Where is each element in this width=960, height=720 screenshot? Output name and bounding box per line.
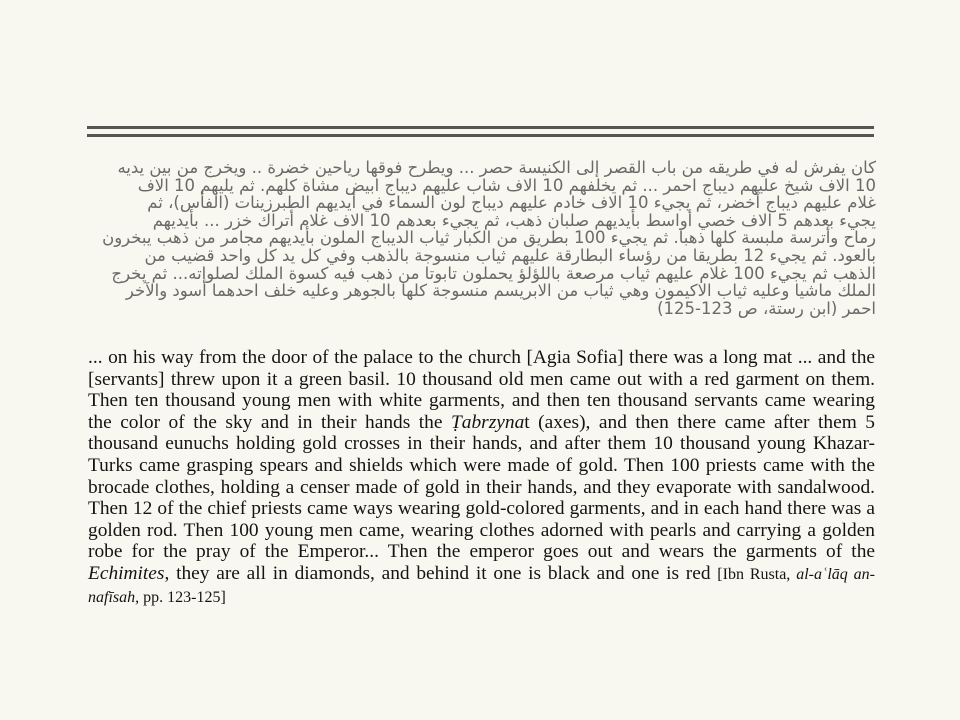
double-rule-top xyxy=(87,126,874,129)
arabic-line: كان يفرش له في طريقه من باب القصر إلى الكنيسة حصر ... ويطرح فوقها رياحين خضرة .. ويخرج من بين يديه xyxy=(117,158,876,177)
tabrzynat-term: Ṭabrzyna xyxy=(451,411,525,433)
arabic-line: يجيء بعدهم 5 الاف خصي أواسط بأيديهم صلبان ذهب، ثم يجيء بعدهم 10 الاف غلام أتراك خزر ... بأيديهم xyxy=(152,210,876,230)
arabic-line: رماح وأترسة ملبسة كلها ذهبا. ثم يجيء 100 بطريق من الكبار ثياب الديباج الملون بأيديهم مجامر من ذهب يبخرون xyxy=(102,228,876,248)
arabic-passage xyxy=(86,159,876,317)
english-translation xyxy=(88,347,875,608)
arabic-line: الذهب ثم يجيء 100 غلام عليهم ثياب مرصعة باللؤلؤ يحملون تابوتا من ذهب فيه كسوة الملك لصلواته... ثم يخرج xyxy=(111,263,876,283)
arabic-line: غلام عليهم ديباج أخضر، ثم يجيء 10 الاف خادم عليهم ديباج لون السماء في أيديهم الطبرزينات (الفأس)، ثم xyxy=(147,193,876,213)
arabic-line: الملك ماشيا وعليه ثياب الاكيمون وهي ثياب من الابريسم منسوجة كلها بالجوهر وعليه خلف احدهما أسود والآخر xyxy=(125,281,876,301)
citation-text: [Ibn Rusta, xyxy=(717,565,797,583)
arabic-line: بالعود. ثم يجيء 12 بطريقا من رؤساء البطارقة عليهم ثياب منسوجة بالذهب وفي كل يد كل واحد قضيب من xyxy=(144,245,876,265)
citation-title: al-aʿlāq an-nafīsah xyxy=(88,565,875,606)
english-text: t (axes), and then there came after them 5 thousand eunuchs holding gold crosses in their hands, and after them 10 thousand young Khazar- Turks came grasping spears and shields which were made of gold. Then 100 priests came with the brocade clothes, holding a censer made of gold in their hands, and they evaporate with sandalwood. Then 12 of the chief priests came ways wearing gold-colored garments, and in each hand there was a golden rod. Then 100 young men came, wearing clothes adorned with pearls and carrying a golden robe for the pray of the Emperor... Then the emperor goes out and wears the garments of the xyxy=(88,411,876,563)
arabic-line: احمر (ابن رستة، ص 123-125) xyxy=(657,298,876,318)
arabic-line: 10 الاف شيخ عليهم ديباج احمر ... ثم يخلفهم 10 الاف شاب عليهم ديباج ابيض مشاة كلهم. ثم يليهم 10 الاف xyxy=(137,175,876,195)
citation-text: , pp. 123-125] xyxy=(135,588,226,606)
double-rule-bottom xyxy=(87,134,874,137)
echimites-term: Echimites xyxy=(88,562,165,584)
english-text: , they are all in diamonds, and behind it one is black and one is red xyxy=(164,562,718,584)
english-text: ... on his way from the door of the palace to the church [Agia Sofia] there was a long mat ... and the [servants] threw upon it a green basil. 10 thousand old men came out with a red garment on them. Then ten thousand young men with white garments, and then ten thousand servants came wearing the color of the sky and in their hands the xyxy=(88,347,875,433)
